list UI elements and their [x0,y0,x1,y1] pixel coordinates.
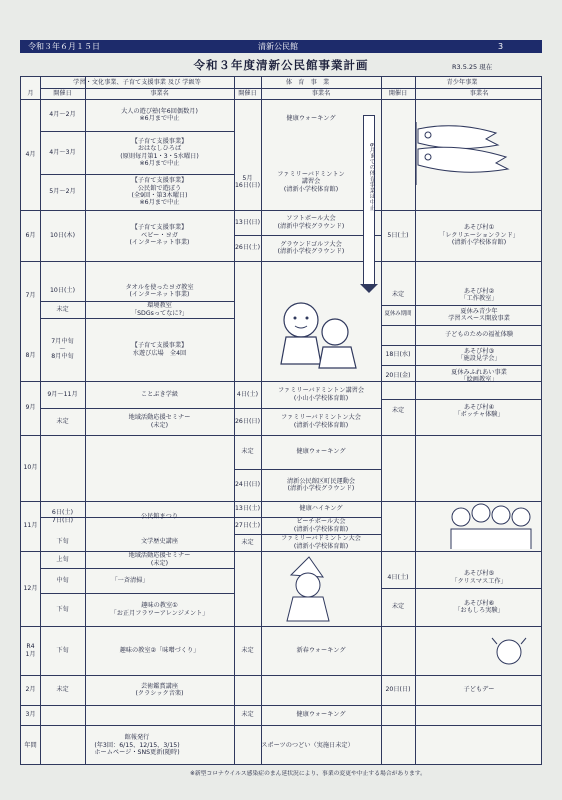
event-name: 環境教室 「SDGsってなに?」 [130,302,189,317]
event-date: 13日(土) [234,505,261,513]
event-date: 未定 [241,448,254,456]
organization-name: 清新公民館 [258,42,298,51]
event-date: 未定 [241,538,254,546]
event-name: 健康ウォーキング [296,448,346,456]
event-name: 趣味の教室②「味噌づくり」 [119,646,200,654]
event-name: 文学歴史講座 [140,537,179,545]
event-name: 「一斉清掃」 [111,576,149,584]
month-label: 3月 [25,711,36,719]
event-date: 9月～11月 [47,390,78,398]
event-date: 5日(土) [387,231,409,239]
as-of-date: R3.5.25 現在 [452,63,493,71]
event-date: 5月 16日(日) [234,174,261,189]
koinobori-illustration [406,117,516,187]
event-name: ビーチボール大会 (清新小学校体育館) [293,518,349,533]
month-label: 8月 [25,352,36,360]
event-name: 新春ウォーキング [296,646,346,654]
santa-illustration [271,555,346,623]
event-date: 未定 [56,686,69,694]
month-label: 6月 [25,231,36,239]
event-name: 趣味の教室① 「お正月フラワーアレンジメント」 [110,602,209,617]
event-date: 5月～2月 [49,188,76,196]
footnote: ※新型コロナウイルス感染症のまん延状況により、事業の変更や中止する場合があります。 [190,771,426,777]
month-label: R4 1月 [25,643,36,658]
month-label: 2月 [25,686,36,694]
event-date: 夏休み期間 [384,311,412,318]
event-name: 健康ウォーキング [286,115,336,123]
event-name: ソフトボール大会 (清新中学校グラウンド) [277,215,345,230]
event-name: スポーツのつどい（実施日未定） [261,741,354,749]
event-date: 26日(日) [234,417,261,425]
ox-illustration [489,634,529,670]
event-date: 18日(水) [385,351,411,359]
event-date: 7月中旬 ～ 8月中旬 [51,338,74,361]
event-date: 26日(土) [234,244,261,252]
sports-date-header: 開催日 [238,89,257,97]
event-name: 健康ハイキング [299,505,343,513]
event-date: 4月～2月 [49,111,76,119]
event-date: 未定 [391,603,405,611]
event-name: あそび村③ 「施設見学会」 [457,347,501,362]
event-name: 公民館まつり [140,512,179,520]
event-date: 下旬 [56,605,69,613]
event-name: ファミリーバドミントン大会 (清新小学校体育館) [281,414,361,429]
month-column-header: 月 [27,89,34,97]
event-date: 6日(土) 7日(日) [51,509,74,524]
youth-date-header: 開催日 [388,89,408,97]
event-date: 20日(金) [385,372,411,380]
event-date: 下旬 [56,646,69,654]
event-name: 【子育て支援事業】 水遊び広場 全4回 [131,342,188,357]
event-date: 10日(木) [49,231,76,239]
event-date: 24日(日) [234,481,261,489]
event-name: 【子育て支援事業】 ベビー・ヨガ (インターネット事業) [129,224,190,247]
event-name: あそび村⑤ 「クリスマス工作」 [451,570,507,585]
event-date: 上旬 [56,555,69,563]
event-name: 夏休み青少年 学習スペース開放事業 [448,307,510,322]
event-name: 館報発行 (年3回：6/15、12/15、3/15) ホームページ・SNS更新(随時) [94,734,180,757]
page-title: 令和３年度清新公民館事業計画 [193,58,369,72]
month-label: 年間 [24,741,37,749]
month-label: 4月 [25,150,36,158]
event-name: ファミリーバドミントン講習会 (小山小学校体育館) [277,387,365,402]
month-label: 7月 [25,292,36,300]
page-number: 3 [498,42,504,51]
yoga-children-illustration [261,292,366,372]
event-name: あそび村⑥ 「おもしろ実験」 [454,599,504,614]
event-name: グラウンドゴルフ大会 (清新小学校グラウンド) [277,240,345,255]
event-name: 子どもデー [463,686,495,694]
suspension-text: 6月までの体育事業は中止 [368,143,374,211]
month-label: 9月 [25,404,36,412]
event-date: 下旬 [56,537,69,545]
event-date: 4日(土) [236,390,259,398]
event-date: 20日(日) [385,686,411,694]
event-name: 清新公民館区町民運動会 (清新小学校グラウンド) [286,477,356,492]
event-name: 芸術鑑賞講座 (クラシック音楽) [135,682,184,697]
event-date: 未定 [391,291,405,299]
event-name: あそび村④ 「ボッチャ体験」 [454,403,504,418]
issue-date: 令和３年６月１５日 [28,42,100,51]
event-date: 27日(土) [234,521,261,529]
event-name: 子どものための福祉体験 [444,331,514,339]
month-label: 11月 [23,522,38,530]
event-date: 未定 [56,305,69,313]
event-date: 中旬 [56,576,69,584]
event-name: 【子育て支援事業】 おはなしひろば (原則毎月第1・3・5水曜日) ※6月まで中止 [120,137,199,167]
sports-category-header: 体 育 事 業 [285,78,330,86]
event-name: 大人の遊び塾(年6回偶数月) ※6月まで中止 [121,107,198,122]
event-name: 【子育て支援事業】 公民館で遊ぼう (全9回・第3木曜日) ※6月まで中止 [131,177,188,207]
event-name: 夏休みふれあい事業 「絵画教室」 [451,368,507,383]
event-name: 地域活動応援セミナー (未定) [128,552,191,567]
learning-category-header: 学習・文化事業、子育て支援事業 及び 学級等 [73,78,201,86]
learning-name-header: 事業名 [150,89,169,97]
event-date: 未定 [241,646,254,654]
learning-date-header: 開催日 [53,89,72,97]
event-date: 10日(土) [49,287,76,295]
event-name: あそび村① 「レクリエーションランド」 (清新小学校体育館) [439,224,519,247]
event-name: ファミリーバドミントン大会 (清新小学校体育館) [281,535,361,550]
event-date: 未定 [56,417,69,425]
youth-category-header: 青少年事業 [446,78,478,86]
festival-crowd-illustration [446,497,536,552]
event-date: 4日(土) [387,573,409,581]
event-date: 4月～3月 [49,148,76,156]
event-name: ファミリーバドミントン 講習会 (清新小学校体育館) [277,170,345,193]
event-date: 未定 [241,711,254,719]
header-bar [20,40,542,53]
month-label: 10月 [23,464,38,472]
event-date: 未定 [391,407,405,415]
event-name: 地域活動応援セミナー (未定) [128,414,191,429]
sports-name-header: 事業名 [311,89,331,97]
event-name: タオルを使ったヨガ教室 (インターネット事業) [125,283,194,298]
month-label: 12月 [23,584,38,592]
event-name: あそび村② 「工作教室」 [460,287,498,302]
event-date: 13日(日) [234,218,261,226]
event-name: ことぶき学級 [140,390,179,398]
schedule-table [20,76,542,765]
event-name: 健康ウォーキング [296,711,346,719]
youth-name-header: 事業名 [469,89,489,97]
